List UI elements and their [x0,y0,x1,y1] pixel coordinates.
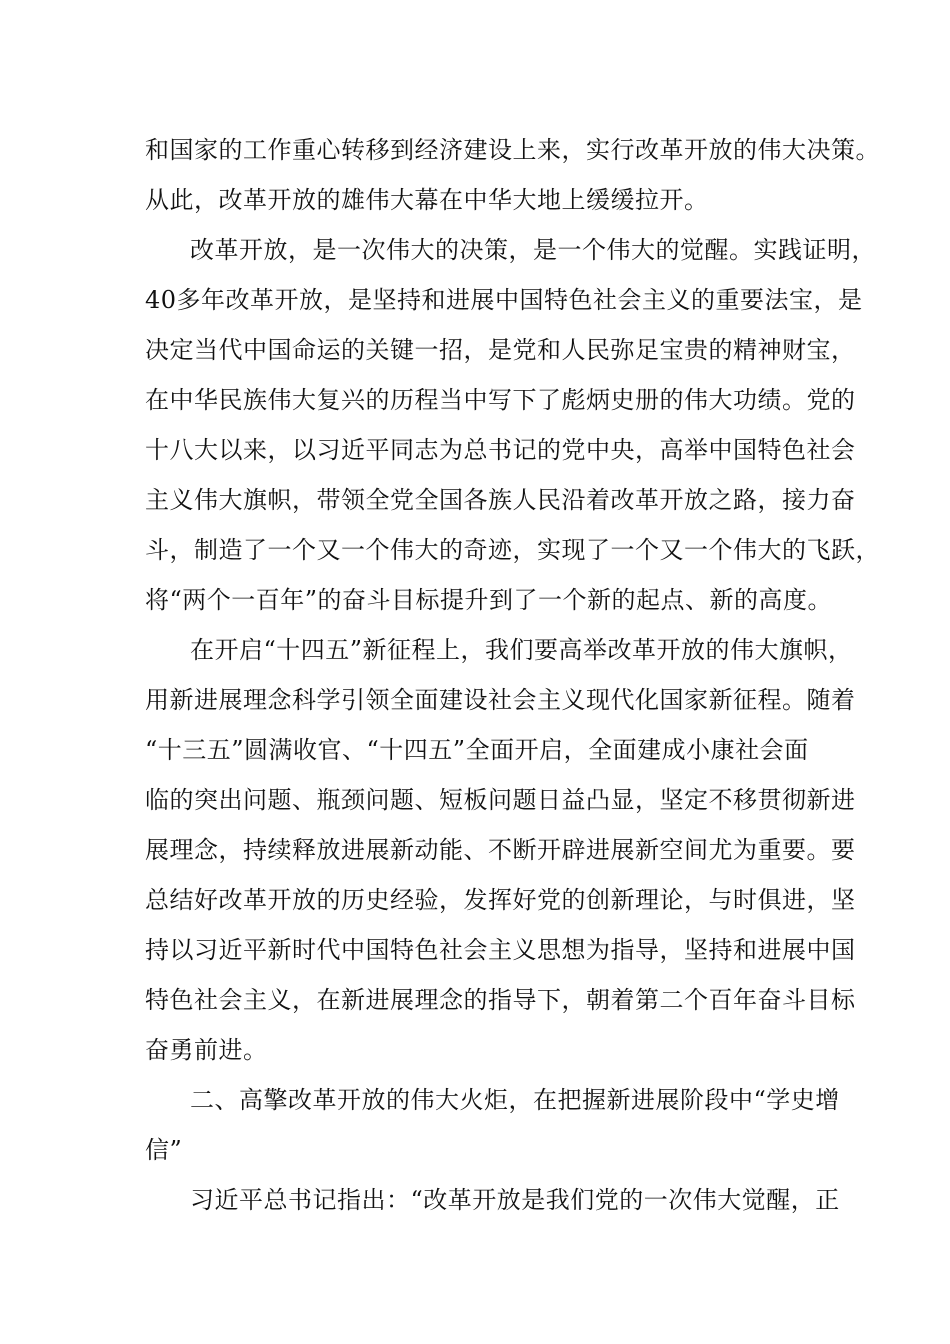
text-line: 用新进展理念科学引领全面建设社会主义现代化国家新征程。随着 [145,686,856,714]
section-heading-line: 二、高擎改革开放的伟大火炬，在把握新进展阶段中“学史增 [190,1086,840,1114]
paragraph-start-line: 在开启“十四五”新征程上，我们要高举改革开放的伟大旗帜， [190,636,853,664]
text-line: 斗，制造了一个又一个伟大的奇迹，实现了一个又一个伟大的飞跃， [145,536,880,564]
section-heading-line: 信” [145,1136,183,1164]
text-line: 从此，改革开放的雄伟大幕在中华大地上缓缓拉开。 [145,186,709,214]
paragraph-start-line: 改革开放，是一次伟大的决策，是一个伟大的觉醒。实践证明， [190,236,876,264]
text-line: 将“两个一百年”的奋斗目标提升到了一个新的起点、新的高度。 [145,586,833,614]
text-line: 主义伟大旗帜，带领全党全国各族人民沿着改革开放之路，接力奋 [145,486,856,514]
text-line: 展理念，持续释放进展新动能、不断开辟进展新空间尤为重要。要 [145,836,856,864]
text-line: “十三五”圆满收官、“十四五”全面开启，全面建成小康社会面 [145,736,809,764]
text-line: 在中华民族伟大复兴的历程当中写下了彪炳史册的伟大功绩。党的 [145,386,856,414]
text-line: 40多年改革开放，是坚持和进展中国特色社会主义的重要法宝，是 [145,286,863,314]
text-line: 十八大以来，以习近平同志为总书记的党中央，高举中国特色社会 [145,436,856,464]
text-line: 决定当代中国命运的关键一招，是党和人民弥足宝贵的精神财宝， [145,336,856,364]
text-line: 奋勇前进。 [145,1036,268,1064]
text-line: 持以习近平新时代中国特色社会主义思想为指导，坚持和进展中国 [145,936,856,964]
text-line: 总结好改革开放的历史经验，发挥好党的创新理论，与时俱进，坚 [145,886,856,914]
text-line: 和国家的工作重心转移到经济建设上来，实行改革开放的伟大决策。 [145,136,880,164]
text-line: 临的突出问题、瓶颈问题、短板问题日益凸显，坚定不移贯彻新进 [145,786,856,814]
text-line: 特色社会主义，在新进展理念的指导下，朝着第二个百年奋斗目标 [145,986,856,1014]
paragraph-start-line: 习近平总书记指出：“改革开放是我们党的一次伟大觉醒，正 [190,1186,840,1214]
